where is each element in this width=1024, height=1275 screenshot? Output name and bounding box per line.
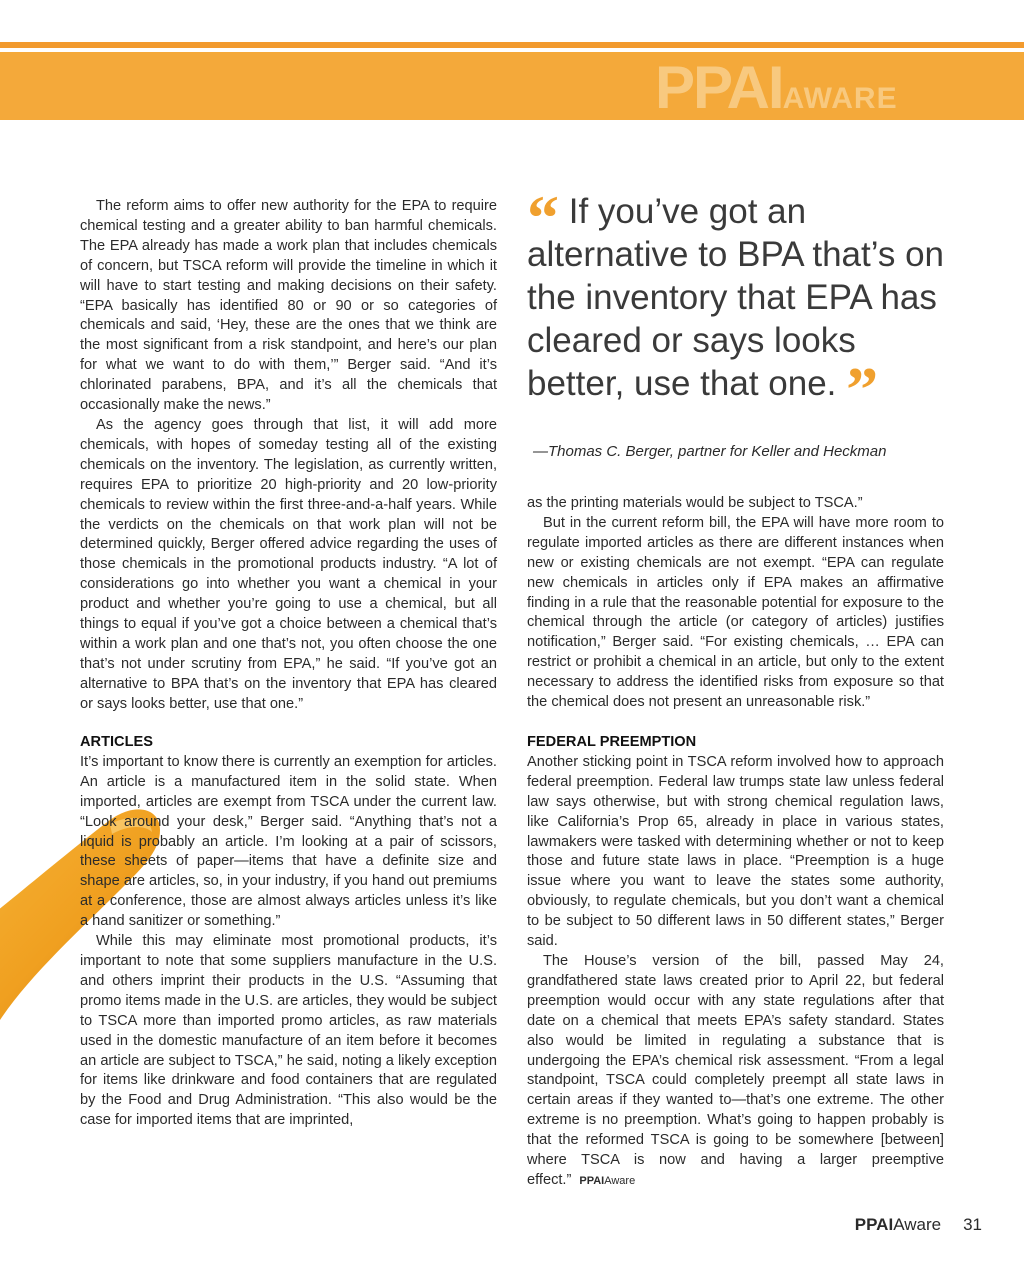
footer-brand-light: Aware [893, 1215, 942, 1234]
articles-heading: ARTICLES [80, 734, 153, 750]
left-column [80, 197, 497, 715]
close-quote-icon: ” [846, 354, 879, 425]
articles-paragraph-1: It’s important to know there is currently an exemption for articles. An article is a manufactured item in the solid state. When imported, articles are exempt from TSCA under the current law. “Look around your desk,” Berger said. “Anything that’s not a liquid is probably an article. I’m looking at a pair of scissors, these sheets of paper—items that have a definite size and shape are articles, so, in your industry, if you hand out premiums at a conference, those are almost always articles unless it’s like a hand sanitizer or something.” [80, 753, 497, 930]
end-signature [579, 1175, 635, 1187]
footer-brand-bold: PPAI [854, 1215, 894, 1234]
articles-section [80, 733, 497, 1131]
pull-quote-text: If you’ve got an alternative to BPA that’s on the inventory that EPA has cleared or says looks better, use that one. [527, 192, 945, 403]
top-rule [0, 42, 1024, 48]
left-paragraph-2: As the agency goes through that list, it will add more chemicals, with hopes of someday testing all of the existing chemicals on the inventory. The legislation, as currently written, requires EPA to prioritize 20 high-priority and 20 low-priority chemicals to review within the first three-and-a-half years. While the verdicts on the chemicals on that work plan will not be determined quickly, Berger offered advice regarding the uses of those chemicals in the promotional products industry. “A lot of considerations go into whether you want a chemical in your product and whether you’re going to use a chemical, but all things to equal if you’ve got a choice between a chemical that’s within a work plan and one that’s not, you often choose the one that’s not under scrutiny from EPA,” he said. “If you’ve got an alternative to BPA that’s on the inventory that EPA has cleared or says looks better, use that one.” [80, 416, 497, 712]
logo-small-text: AWARE [782, 82, 898, 115]
open-quote-icon: “ [527, 182, 559, 253]
page-number: 31 [963, 1215, 982, 1234]
federal-paragraph-2-text: The House’s version of the bill, passed May 24, grandfathered state laws created prior to April 22, but federal preemption would occur with any state regulations after that date on a chemical that meets EPA’s safety standard. States also would be limited in regulating a substance that is undergoing the EPA’s chemical risk assessment. “From a legal standpoint, TSCA could completely preempt all state laws in certain areas if they wanted to—that’s one extreme. The other extreme is no preemption. What’s going to happen probably is that the reformed TSCA is going to be somewhere [between] where TSCA is now and having a larger preemptive effect.” [527, 952, 944, 1188]
header-banner [0, 52, 1024, 120]
right-paragraph-1: as the printing materials would be subject to TSCA.” [527, 495, 863, 511]
federal-paragraph-1: Another sticking point in TSCA reform involved how to approach federal preemption. Federal law trumps state law unless federal law says otherwise, but with strong chemical regulation laws, like California’s Prop 65, already in place in various states, lawmakers were tasked with determining whether or not to keep those and future state laws in place. “Preemption is a huge issue where you want to leave the states some authority, obviously, to regulate chemicals, but you don’t want a chemical to be subject to 50 different laws in 50 different states,” Berger said. [527, 753, 944, 950]
federal-preemption-section [527, 733, 944, 1192]
pull-quote-attribution: —Thomas C. Berger, partner for Keller and Heckman [533, 443, 887, 460]
logo-big-text: PPAI [655, 54, 783, 120]
ppai-aware-logo [655, 54, 898, 120]
left-paragraph-1: The reform aims to offer new authority for the EPA to require chemical testing and a greater ability to ban harmful chemicals. The EPA already has made a work plan that includes chemicals of concern, but TSCA reform will provide the timeline in which it will have to start testing and making decisions on their safety. “EPA basically has identified 80 or 90 or so categories of chemicals and said, ‘Hey, these are the ones that we think are the most significant from a risk standpoint, and here’s our plan for what we want to do with them,’” Berger said. “And it’s chlorinated parabens, BPA, and it’s all the chemicals that occasionally make the news.” [80, 198, 497, 414]
pull-quote [527, 182, 947, 425]
end-signature-light: Aware [604, 1174, 636, 1187]
page-footer [855, 1215, 982, 1235]
right-column [527, 494, 944, 713]
federal-preemption-heading: FEDERAL PREEMPTION [527, 734, 697, 750]
right-paragraph-2: But in the current reform bill, the EPA will have more room to regulate imported articles as there are different instances when new or existing chemicals are not exempt. “EPA can regulate new chemicals in articles only if EPA makes an affirmative finding in a rule that the reasonable potential for exposure to the chemical through the article (or category of articles) justifies notification,” Berger said. “For existing chemicals, … EPA can restrict or prohibit a chemical in an article, but only to the extent necessary to address the identified risks from exposure so that the chemical does not present an unreasonable risk.” [527, 514, 944, 711]
articles-paragraph-2: While this may eliminate most promotional products, it’s important to note that some suppliers manufacture in the U.S. and others imprint their products in the U.S. “Assuming that promo items made in the U.S. are articles, they would be subject to TSCA more than imported promo articles, as raw materials used in the domestic manufacture of an item before it becomes an article are subject to TSCA,” he said, noting a likely exception for items like drinkware and food containers that are regulated by the Food and Drug Administration. “This also would be the case for imported items that are imprinted, [80, 933, 497, 1129]
end-signature-bold: PPAI [579, 1174, 605, 1187]
federal-paragraph-2 [527, 952, 944, 1192]
